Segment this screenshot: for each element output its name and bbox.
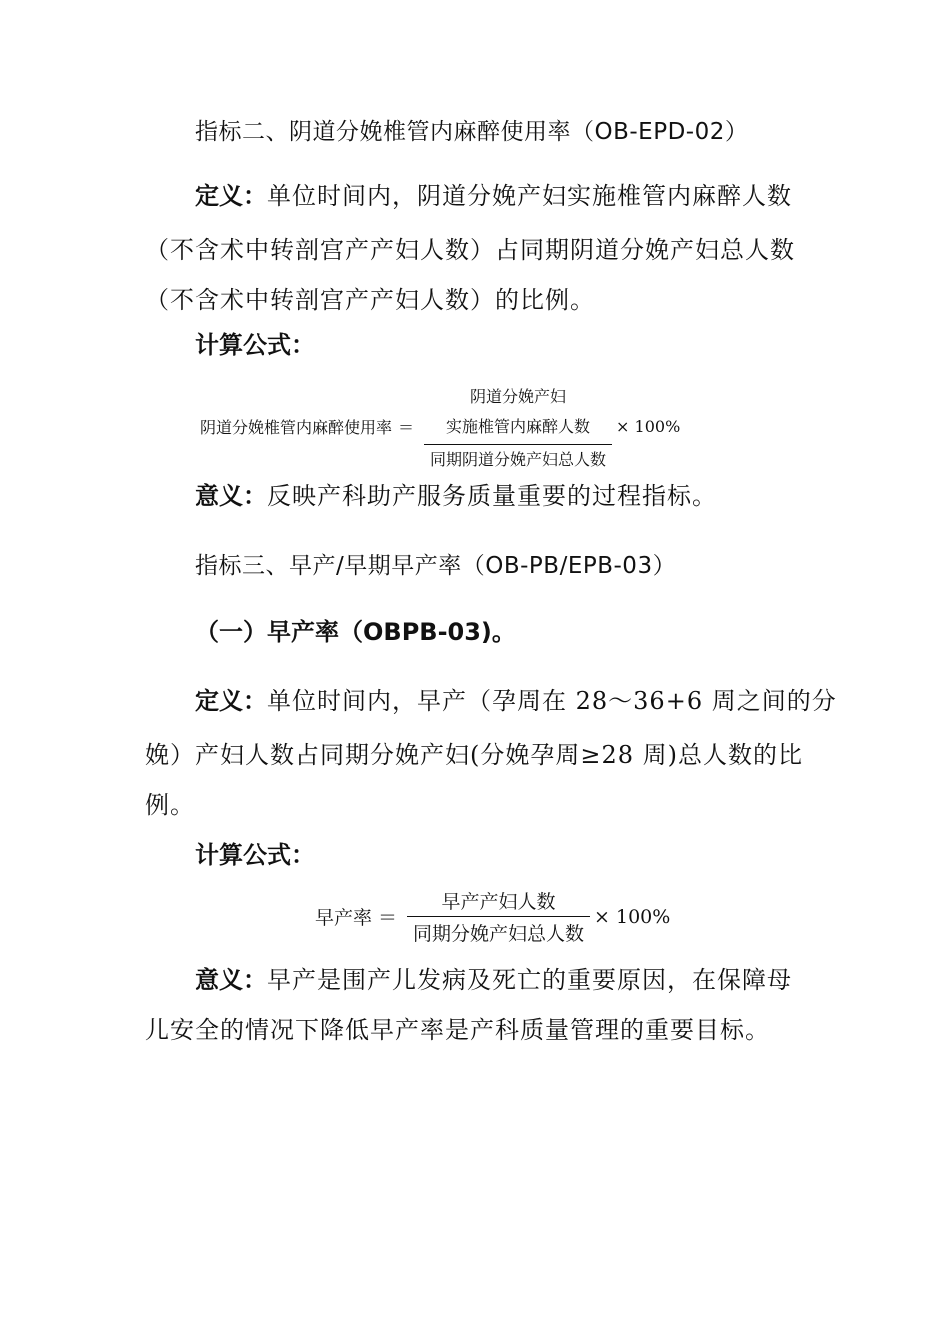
formula-denominator: 同期分娩产妇总人数: [413, 923, 585, 945]
indicator2-heading: 指标二、阴道分娩椎管内麻醉使用率（OB-EPD-02）: [195, 119, 749, 145]
formula-fraction: [407, 887, 590, 946]
formula-equals: ＝: [378, 907, 398, 929]
indicator2-definition-line2: （不含术中转剖宫产产妇人数）占同期阴道分娩产妇总人数: [145, 236, 795, 264]
formula-numerator-line1: 阴道分娩产妇: [470, 387, 567, 406]
indicator2-definition-line1: [195, 181, 792, 211]
formula-numerator: 早产产妇人数: [441, 891, 556, 913]
indicator2-formula-label: 计算公式：: [195, 331, 315, 359]
formula-denominator: 同期阴道分娩产妇总人数: [430, 450, 607, 469]
formula-multiplier: × 100%: [594, 905, 671, 928]
meaning-text: 早产是围产儿发病及死亡的重要原因，在保障母: [267, 966, 792, 994]
formula-lhs: 早产率: [315, 907, 373, 929]
meaning-label: 意义：: [195, 966, 267, 994]
meaning-text: 反映产科助产服务质量重要的过程指标。: [267, 482, 717, 510]
indicator3-formula-label: 计算公式：: [195, 841, 315, 869]
definition-label: 定义：: [195, 182, 267, 210]
formula-numerator: [440, 382, 596, 444]
meaning-label: 意义：: [195, 482, 267, 510]
indicator3-definition-line2: 娩）产妇人数占同期分娩产妇(分娩孕周≥28 周)总人数的比: [145, 741, 804, 769]
indicator3-definition-line1: [195, 686, 837, 716]
formula-multiplier: × 100%: [616, 416, 681, 436]
indicator2-formula: [200, 382, 680, 470]
indicator3-meaning-line1: [195, 965, 792, 995]
formula-lhs: 阴道分娩椎管内麻醉使用率: [200, 417, 393, 437]
indicator3-definition-line3: 例。: [145, 791, 195, 819]
formula-equals: ＝: [398, 417, 415, 437]
formula-fraction: [424, 382, 612, 470]
definition-text: 单位时间内，阴道分娩产妇实施椎管内麻醉人数: [267, 182, 792, 210]
indicator3-subheading: （一）早产率（OBPB-03)。: [195, 618, 516, 646]
definition-label: 定义：: [195, 687, 267, 715]
indicator3-formula: [315, 887, 670, 946]
indicator2-definition-line3: （不含术中转剖宫产产妇人数）的比例。: [145, 286, 595, 314]
indicator3-meaning-line2: 儿安全的情况下降低早产率是产科质量管理的重要目标。: [145, 1016, 770, 1044]
definition-text: 单位时间内，早产（孕周在 28～36+6 周之间的分: [267, 687, 837, 715]
indicator2-meaning: [195, 481, 717, 511]
indicator3-heading: 指标三、早产/早期早产率（OB-PB/EPB-03）: [195, 553, 677, 579]
formula-numerator-line2: 实施椎管内麻醉人数: [446, 417, 591, 436]
